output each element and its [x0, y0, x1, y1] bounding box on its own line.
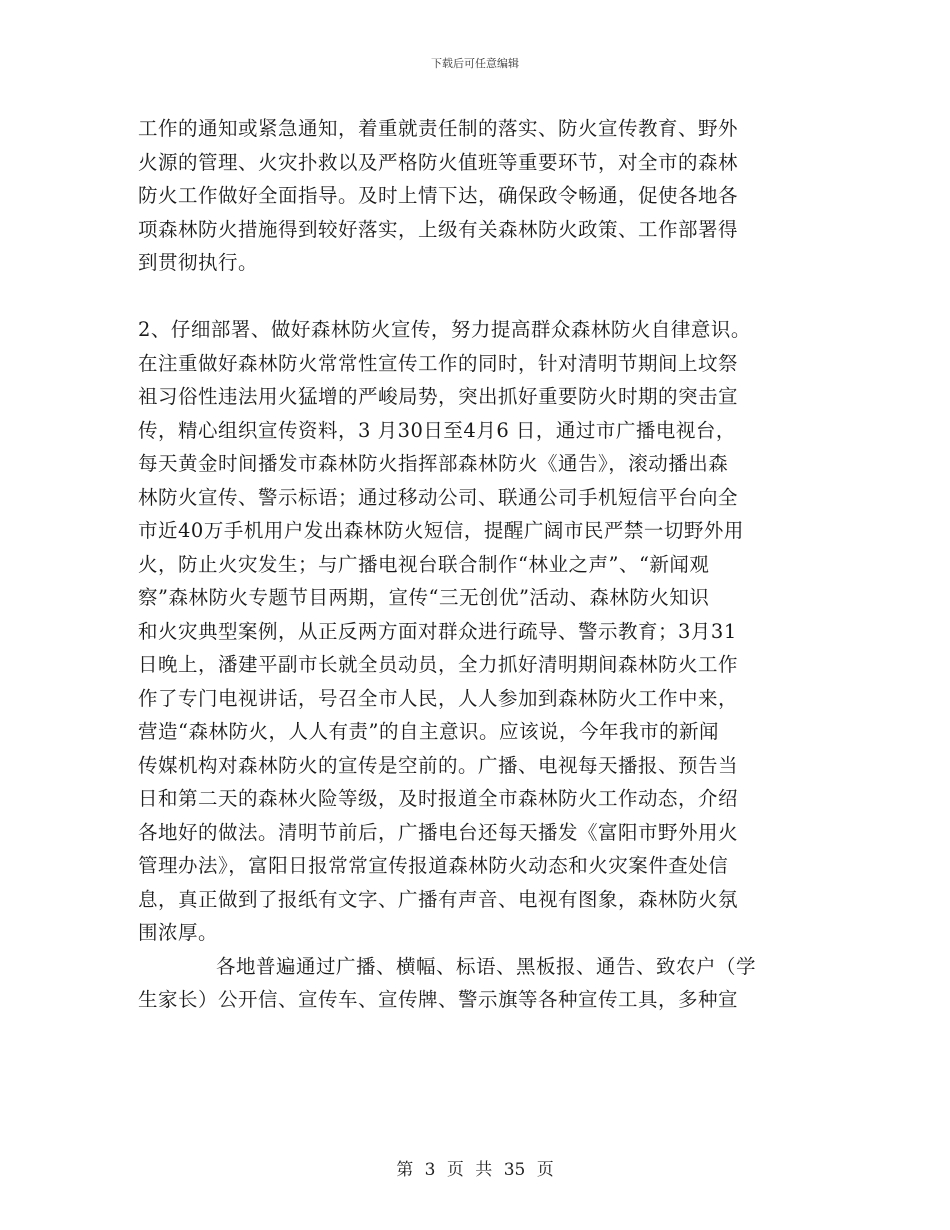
document-body — [138, 112, 810, 1017]
text-line: 传媒机构对森林防火的宣传是空前的。广播、电视每天播报、预告当 — [138, 753, 739, 777]
text-line: 息，真正做到了报纸有文字、广播有声音、电视有图象，森林防火氛 — [138, 887, 739, 911]
text-line: 在注重做好森林防火常常性宣传工作的同时，针对清明节期间上坟祭 — [138, 351, 739, 375]
text-line: 防火工作做好全面指导。及时上情下达，确保政令畅通，促使各地各 — [138, 184, 739, 207]
page-header: 下载后可任意编辑 — [431, 57, 519, 70]
text-line: 管理办法》，富阳日报常常宣传报道森林防火动态和火灾案件查处信 — [138, 854, 729, 877]
text-line: 日晚上，潘建平副市长就全员动员，全力抓好清明期间森林防火工作 — [138, 653, 739, 676]
text-line: 市近40万手机用户发出森林防火短信，提醒广阔市民严禁一切野外用 — [138, 519, 744, 542]
text-line: 各地普遍通过广播、横幅、标语、黑板报、通告、致农户（学 — [216, 954, 757, 978]
text-line: 到贯彻执行。 — [138, 251, 259, 274]
text-line: 围浓厚。 — [138, 921, 219, 944]
text-line: 项森林防火措施得到较好落实，上级有关森林防火政策、工作部署得 — [138, 217, 739, 241]
paragraph-1 — [138, 112, 810, 280]
paragraph-2 — [138, 313, 810, 950]
text-line: 营造“森林防火，人人有责”的自主意识。应该说，今年我市的新闻 — [138, 720, 719, 743]
page-footer: 第 3 页 共 35 页 — [396, 1160, 554, 1180]
paragraph-3 — [138, 950, 810, 1017]
text-line: 传，精心组织宣传资料，3 月30日至4月6 日，通过市广播电视台， — [138, 418, 736, 442]
text-line: 作了专门电视讲话，号召全市人民，人人参加到森林防火工作中来， — [138, 686, 739, 710]
text-line: 火源的管理、火灾扑救以及严格防火值班等重要环节，对全市的森林 — [138, 150, 739, 174]
text-line: 祖习俗性违法用火猛增的严峻局势，突出抓好重要防火时期的突击宣 — [138, 385, 739, 408]
text-line: 工作的通知或紧急通知，着重就责任制的落实、防火宣传教育、野外 — [138, 117, 739, 140]
text-line: 各地好的做法。清明节前后，广播电台还每天播发《富阳市野外用火 — [138, 820, 739, 844]
paragraph-gap — [138, 280, 810, 314]
text-line: 和火灾典型案例，从正反两方面对群众进行疏导、警示教育；3月31 — [138, 619, 737, 643]
text-line: 察”森林防火专题节目两期，宣传“三无创优”活动、森林防火知识 — [138, 586, 710, 609]
text-line: 2、仔细部署、做好森林防火宣传，努力提高群众森林防火自律意识。 — [138, 318, 751, 341]
text-line: 林防火宣传、警示标语；通过移动公司、联通公司手机短信平台向全 — [138, 485, 739, 509]
text-line: 每天黄金时间播发市森林防火指挥部森林防火《通告》，滚动播出森 — [138, 452, 729, 475]
text-line: 生家长）公开信、宣传车、宣传牌、警示旗等各种宣传工具，多种宣 — [138, 988, 739, 1011]
text-line: 火，防止火灾发生；与广播电视台联合制作“林业之声”、“新闻观 — [138, 552, 710, 576]
text-line: 日和第二天的森林火险等级，及时报道全市森林防火工作动态，介绍 — [138, 787, 739, 810]
